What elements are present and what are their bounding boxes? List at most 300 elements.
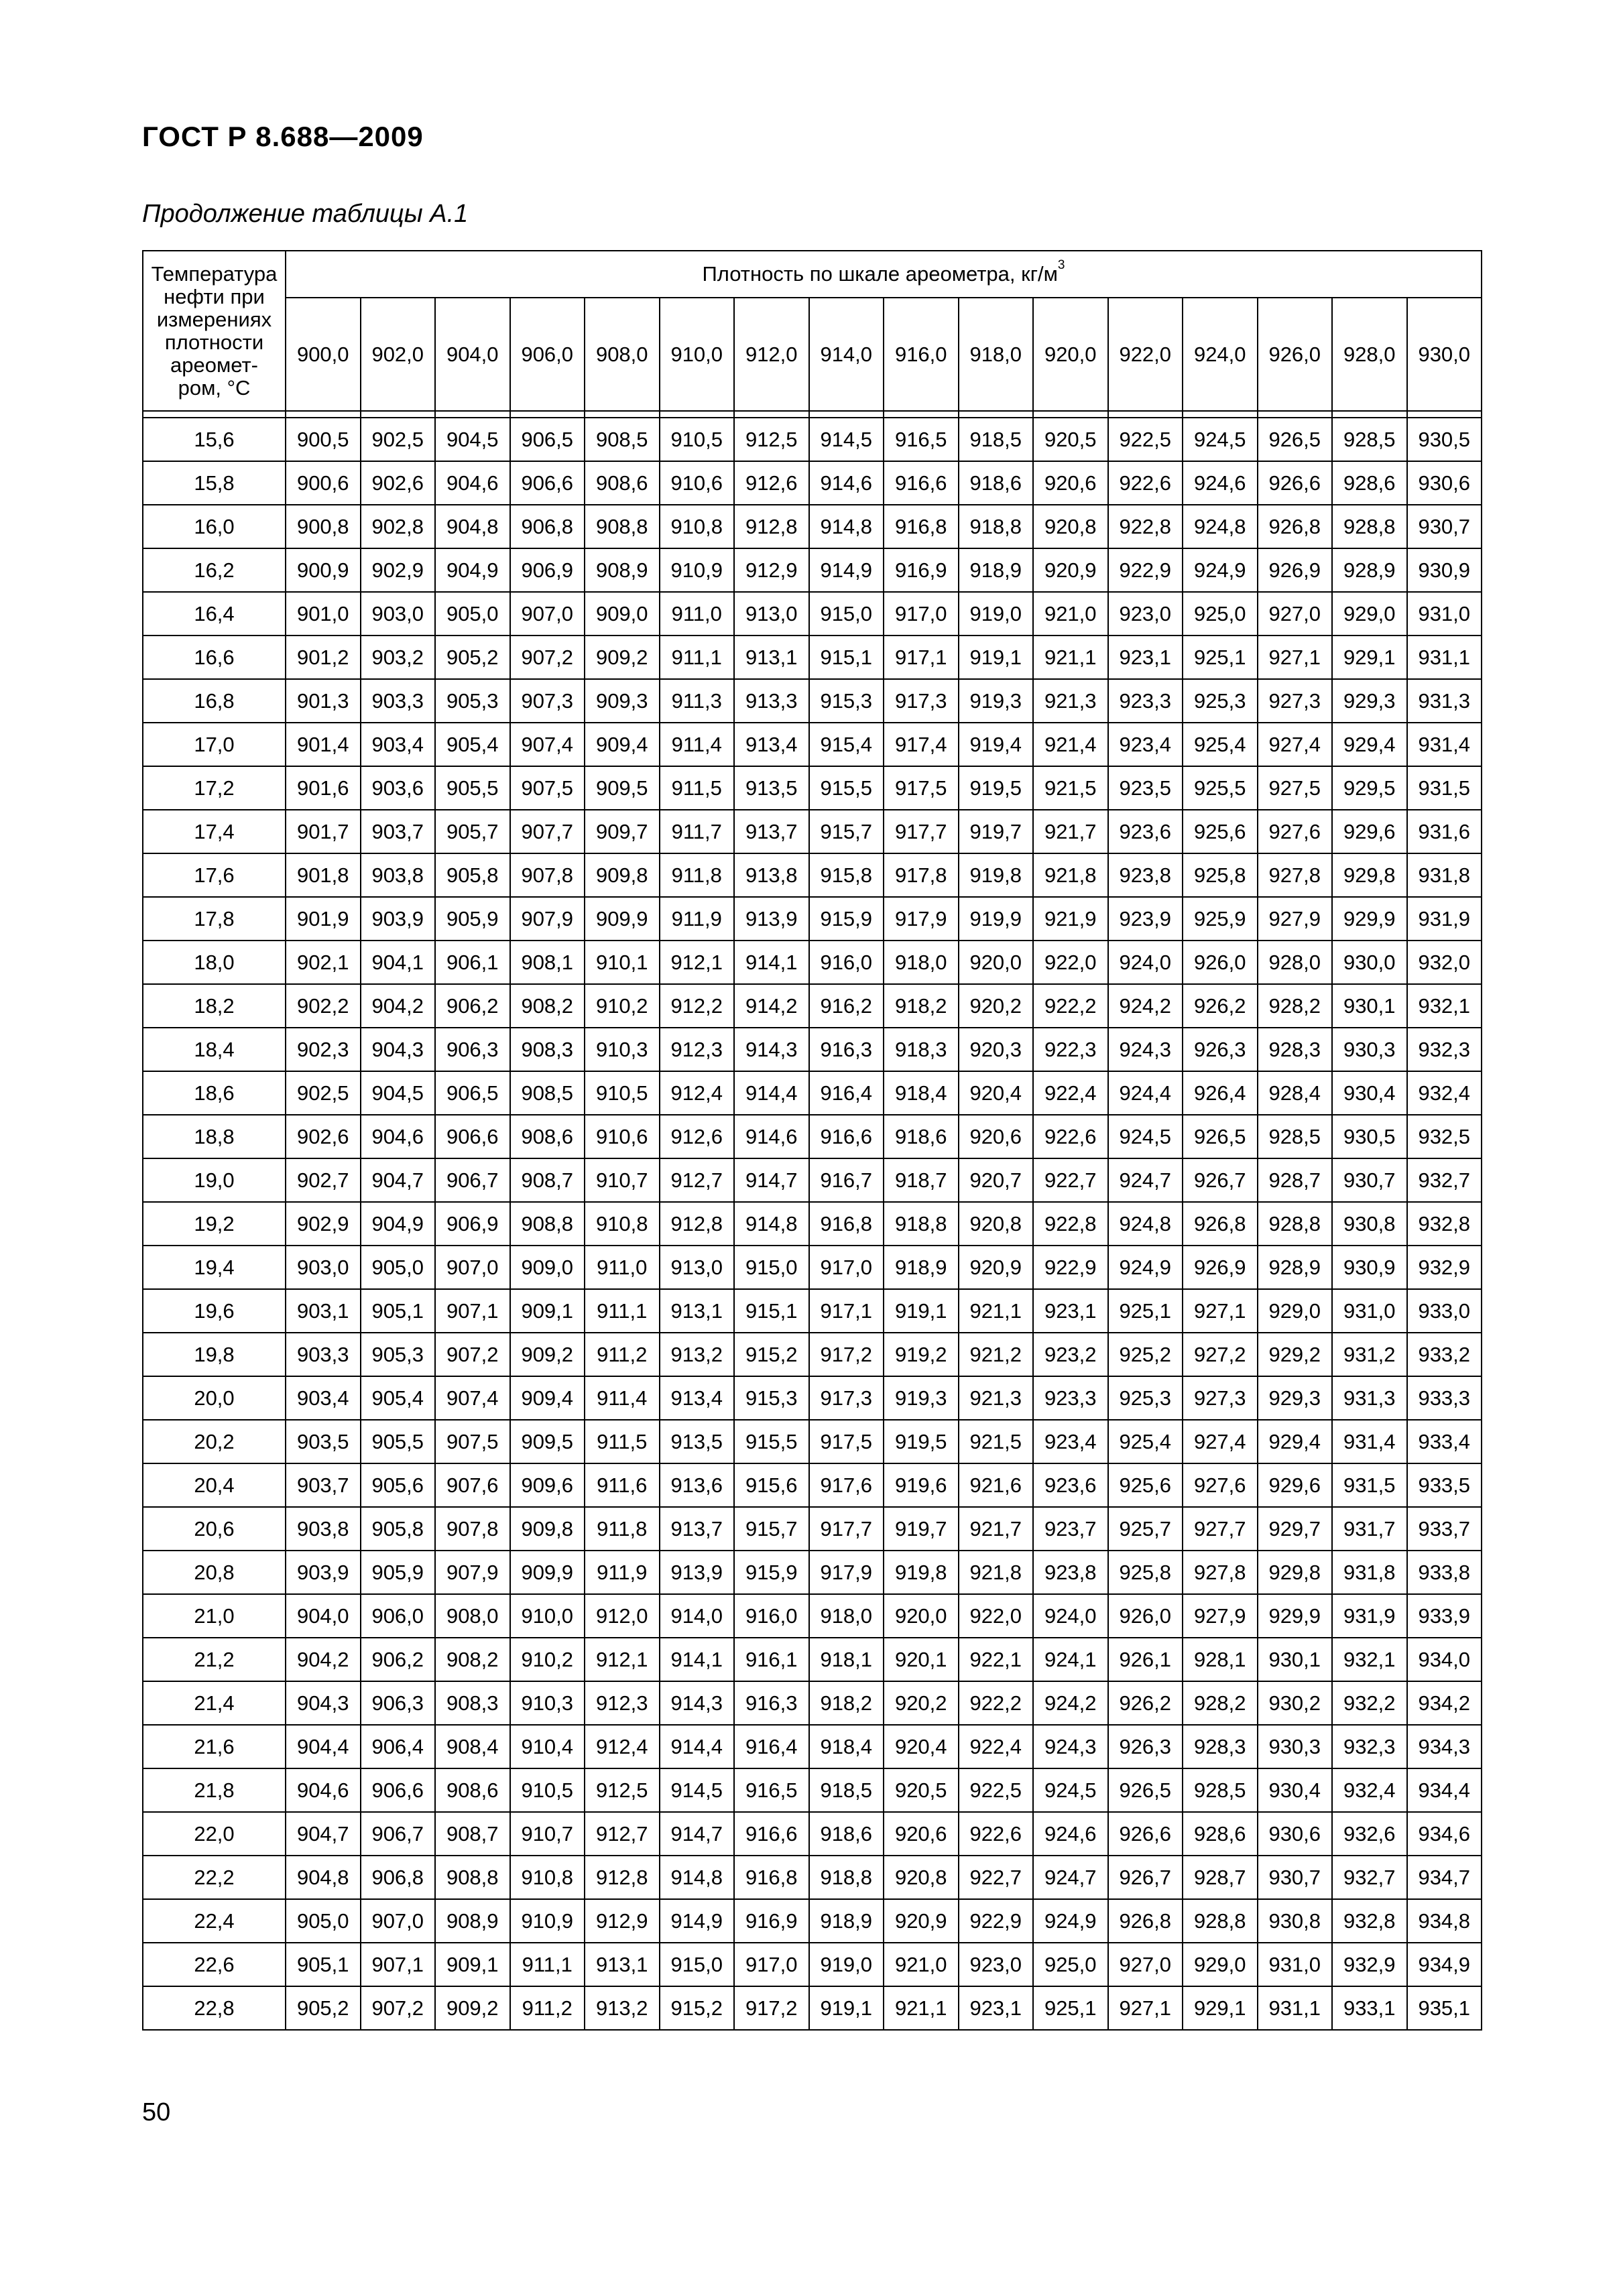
- separator-cell: [143, 411, 286, 418]
- density-cell: 903,4: [361, 723, 436, 766]
- density-cell: 921,0: [1033, 592, 1108, 636]
- temperature-header-line: нефти при: [164, 284, 265, 308]
- density-cell: 904,3: [286, 1681, 361, 1725]
- density-cell: 910,7: [510, 1812, 585, 1856]
- density-cell: 913,0: [660, 1246, 735, 1289]
- density-cell: 924,4: [1108, 1071, 1183, 1115]
- density-cell: 923,6: [1033, 1463, 1108, 1507]
- column-header: 906,0: [510, 298, 585, 411]
- density-cell: 928,3: [1183, 1725, 1258, 1768]
- density-cell: 910,9: [660, 548, 735, 592]
- density-cell: 931,9: [1332, 1594, 1407, 1638]
- density-cell: 931,6: [1407, 810, 1482, 853]
- density-cell: 931,4: [1407, 723, 1482, 766]
- density-cell: 904,0: [286, 1594, 361, 1638]
- density-cell: 923,2: [1033, 1333, 1108, 1376]
- density-cell: 906,7: [435, 1158, 510, 1202]
- density-cell: 918,9: [884, 1246, 959, 1289]
- table-row: [143, 1812, 1482, 1856]
- density-cell: 933,1: [1332, 1986, 1407, 2030]
- density-cell: 921,9: [1033, 897, 1108, 941]
- separator-cell: [1033, 411, 1108, 418]
- density-cell: 909,9: [585, 897, 660, 941]
- table-row: [143, 461, 1482, 505]
- temperature-cell: 21,2: [143, 1638, 286, 1681]
- density-cell: 918,8: [959, 505, 1034, 548]
- density-cell: 929,8: [1258, 1551, 1333, 1594]
- separator-cell: [361, 411, 436, 418]
- density-cell: 923,1: [1108, 636, 1183, 679]
- density-cell: 906,2: [361, 1638, 436, 1681]
- density-cell: 929,4: [1258, 1420, 1333, 1463]
- density-cell: 929,3: [1332, 679, 1407, 723]
- density-cell: 927,0: [1108, 1943, 1183, 1986]
- temperature-header-line: измерениях: [156, 307, 272, 331]
- density-cell: 923,5: [1108, 766, 1183, 810]
- density-cell: 926,8: [1108, 1899, 1183, 1943]
- density-cell: 924,5: [1033, 1768, 1108, 1812]
- density-cell: 910,6: [585, 1115, 660, 1158]
- density-cell: 921,3: [959, 1376, 1034, 1420]
- temperature-cell: 18,6: [143, 1071, 286, 1115]
- density-cell: 910,5: [660, 418, 735, 461]
- density-cell: 912,5: [585, 1768, 660, 1812]
- density-cell: 907,7: [510, 810, 585, 853]
- density-cell: 910,8: [660, 505, 735, 548]
- density-cell: 907,8: [510, 853, 585, 897]
- temperature-cell: 17,4: [143, 810, 286, 853]
- density-cell: 926,5: [1108, 1768, 1183, 1812]
- density-cell: 910,2: [510, 1638, 585, 1681]
- separator-cell: [1332, 411, 1407, 418]
- density-cell: 913,4: [660, 1376, 735, 1420]
- density-cell: 934,6: [1407, 1812, 1482, 1856]
- density-cell: 921,5: [1033, 766, 1108, 810]
- density-cell: 924,1: [1033, 1638, 1108, 1681]
- density-cell: 916,2: [809, 984, 884, 1028]
- density-cell: 923,3: [1033, 1376, 1108, 1420]
- density-cell: 925,4: [1108, 1420, 1183, 1463]
- density-cell: 904,8: [286, 1856, 361, 1899]
- density-cell: 902,5: [286, 1071, 361, 1115]
- density-cell: 926,8: [1258, 505, 1333, 548]
- density-cell: 920,0: [959, 941, 1034, 984]
- density-cell: 919,0: [959, 592, 1034, 636]
- density-cell: 926,7: [1183, 1158, 1258, 1202]
- density-cell: 923,4: [1108, 723, 1183, 766]
- density-cell: 923,8: [1108, 853, 1183, 897]
- density-cell: 922,9: [1033, 1246, 1108, 1289]
- density-cell: 923,3: [1108, 679, 1183, 723]
- temperature-cell: 20,8: [143, 1551, 286, 1594]
- density-cell: 910,1: [585, 941, 660, 984]
- density-cell: 906,3: [435, 1028, 510, 1071]
- density-cell: 911,8: [660, 853, 735, 897]
- density-cell: 912,9: [585, 1899, 660, 1943]
- separator-cell: [510, 411, 585, 418]
- density-cell: 915,0: [809, 592, 884, 636]
- temperature-cell: 18,0: [143, 941, 286, 984]
- density-cell: 907,3: [510, 679, 585, 723]
- density-cell: 901,6: [286, 766, 361, 810]
- density-cell: 926,9: [1183, 1246, 1258, 1289]
- density-cell: 922,8: [1108, 505, 1183, 548]
- density-cell: 911,1: [660, 636, 735, 679]
- density-cell: 917,3: [884, 679, 959, 723]
- density-cell: 924,7: [1108, 1158, 1183, 1202]
- temperature-header-line: ром, °C: [178, 375, 251, 400]
- column-header: 926,0: [1258, 298, 1333, 411]
- table-row: [143, 941, 1482, 984]
- density-cell: 919,8: [959, 853, 1034, 897]
- column-header: 902,0: [361, 298, 436, 411]
- table-row: [143, 1507, 1482, 1551]
- density-cell: 905,0: [361, 1246, 436, 1289]
- density-cell: 908,3: [435, 1681, 510, 1725]
- density-cell: 905,8: [435, 853, 510, 897]
- density-cell: 909,0: [585, 592, 660, 636]
- density-cell: 934,0: [1407, 1638, 1482, 1681]
- density-cell: 908,2: [435, 1638, 510, 1681]
- density-cell: 913,7: [660, 1507, 735, 1551]
- density-cell: 916,6: [809, 1115, 884, 1158]
- density-cell: 908,3: [510, 1028, 585, 1071]
- temperature-cell: 22,8: [143, 1986, 286, 2030]
- density-cell: 926,3: [1108, 1725, 1183, 1768]
- column-header: 908,0: [585, 298, 660, 411]
- density-cell: 913,1: [660, 1289, 735, 1333]
- density-cell: 931,0: [1258, 1943, 1333, 1986]
- density-cell: 911,5: [585, 1420, 660, 1463]
- density-cell: 922,4: [959, 1725, 1034, 1768]
- separator-cell: [734, 411, 809, 418]
- density-cell: 920,8: [884, 1856, 959, 1899]
- density-cell: 912,8: [660, 1202, 735, 1246]
- density-cell: 913,9: [734, 897, 809, 941]
- density-cell: 920,4: [884, 1725, 959, 1768]
- density-cell: 916,9: [884, 548, 959, 592]
- density-cell: 902,6: [286, 1115, 361, 1158]
- density-cell: 913,5: [734, 766, 809, 810]
- density-cell: 907,4: [435, 1376, 510, 1420]
- table-row: [143, 1725, 1482, 1768]
- density-cell: 915,6: [734, 1463, 809, 1507]
- density-cell: 905,9: [435, 897, 510, 941]
- density-cell: 910,4: [510, 1725, 585, 1768]
- density-cell: 906,7: [361, 1812, 436, 1856]
- density-cell: 904,6: [286, 1768, 361, 1812]
- table-row: [143, 1158, 1482, 1202]
- density-cell: 901,8: [286, 853, 361, 897]
- column-header: 930,0: [1407, 298, 1482, 411]
- density-cell: 900,9: [286, 548, 361, 592]
- density-cell: 921,8: [1033, 853, 1108, 897]
- density-cell: 933,2: [1407, 1333, 1482, 1376]
- density-cell: 920,4: [959, 1071, 1034, 1115]
- density-cell: 915,5: [809, 766, 884, 810]
- density-cell: 917,5: [809, 1420, 884, 1463]
- density-cell: 911,1: [585, 1289, 660, 1333]
- density-cell: 914,4: [734, 1071, 809, 1115]
- density-cell: 920,1: [884, 1638, 959, 1681]
- density-cell: 919,7: [884, 1507, 959, 1551]
- density-cell: 932,9: [1407, 1246, 1482, 1289]
- density-cell: 930,6: [1258, 1812, 1333, 1856]
- density-cell: 915,1: [734, 1289, 809, 1333]
- density-cell: 924,6: [1033, 1812, 1108, 1856]
- temperature-cell: 22,4: [143, 1899, 286, 1943]
- density-cell: 925,6: [1183, 810, 1258, 853]
- density-cell: 902,9: [361, 548, 436, 592]
- column-header-row: [143, 298, 1482, 411]
- temperature-cell: 20,2: [143, 1420, 286, 1463]
- column-header: 900,0: [286, 298, 361, 411]
- density-cell: 929,1: [1183, 1986, 1258, 2030]
- density-cell: 914,8: [660, 1856, 735, 1899]
- density-cell: 904,9: [361, 1202, 436, 1246]
- density-cell: 930,4: [1258, 1768, 1333, 1812]
- density-cell: 933,7: [1407, 1507, 1482, 1551]
- density-cell: 912,8: [734, 505, 809, 548]
- density-cell: 933,5: [1407, 1463, 1482, 1507]
- density-cell: 907,9: [435, 1551, 510, 1594]
- density-cell: 914,0: [660, 1594, 735, 1638]
- density-cell: 924,0: [1033, 1594, 1108, 1638]
- density-cell: 918,4: [809, 1725, 884, 1768]
- density-cell: 911,3: [660, 679, 735, 723]
- density-cell: 911,9: [585, 1551, 660, 1594]
- temperature-cell: 19,2: [143, 1202, 286, 1246]
- density-cell: 905,4: [435, 723, 510, 766]
- density-cell: 904,5: [361, 1071, 436, 1115]
- density-cell: 933,0: [1407, 1289, 1482, 1333]
- density-cell: 930,9: [1332, 1246, 1407, 1289]
- density-cell: 903,9: [361, 897, 436, 941]
- temperature-cell: 17,8: [143, 897, 286, 941]
- density-cell: 914,3: [734, 1028, 809, 1071]
- density-cell: 908,7: [435, 1812, 510, 1856]
- density-cell: 904,7: [361, 1158, 436, 1202]
- density-cell: 920,5: [1033, 418, 1108, 461]
- temperature-cell: 16,2: [143, 548, 286, 592]
- density-cell: 909,5: [585, 766, 660, 810]
- density-cell: 928,7: [1183, 1856, 1258, 1899]
- density-cell: 914,6: [734, 1115, 809, 1158]
- density-cell: 908,5: [510, 1071, 585, 1115]
- density-cell: 928,5: [1332, 418, 1407, 461]
- density-cell: 907,5: [510, 766, 585, 810]
- density-cell: 920,5: [884, 1768, 959, 1812]
- density-cell: 910,7: [585, 1158, 660, 1202]
- column-header: 924,0: [1183, 298, 1258, 411]
- density-cell: 906,2: [435, 984, 510, 1028]
- density-cell: 931,3: [1332, 1376, 1407, 1420]
- density-cell: 908,6: [585, 461, 660, 505]
- temperature-cell: 22,6: [143, 1943, 286, 1986]
- density-cell: 925,1: [1108, 1289, 1183, 1333]
- density-cell: 905,1: [286, 1943, 361, 1986]
- density-cell: 926,0: [1183, 941, 1258, 984]
- density-cell: 916,8: [734, 1856, 809, 1899]
- density-cell: 900,6: [286, 461, 361, 505]
- density-cell: 904,8: [435, 505, 510, 548]
- density-cell: 901,0: [286, 592, 361, 636]
- density-cell: 916,1: [734, 1638, 809, 1681]
- temperature-cell: 20,6: [143, 1507, 286, 1551]
- separator-cell: [959, 411, 1034, 418]
- density-cell: 910,2: [585, 984, 660, 1028]
- density-cell: 919,8: [884, 1551, 959, 1594]
- temperature-cell: 21,0: [143, 1594, 286, 1638]
- density-cell: 928,2: [1258, 984, 1333, 1028]
- density-cell: 931,8: [1407, 853, 1482, 897]
- density-cell: 917,1: [884, 636, 959, 679]
- density-cell: 931,5: [1407, 766, 1482, 810]
- temperature-cell: 18,8: [143, 1115, 286, 1158]
- density-cell: 926,2: [1108, 1681, 1183, 1725]
- density-cell: 907,4: [510, 723, 585, 766]
- density-cell: 916,6: [734, 1812, 809, 1856]
- density-cell: 901,2: [286, 636, 361, 679]
- density-cell: 914,8: [809, 505, 884, 548]
- density-cell: 905,6: [361, 1463, 436, 1507]
- density-cell: 915,2: [734, 1333, 809, 1376]
- density-cell: 932,8: [1332, 1899, 1407, 1943]
- density-cell: 917,4: [884, 723, 959, 766]
- density-cell: 918,4: [884, 1071, 959, 1115]
- separator-cell: [286, 411, 361, 418]
- density-cell: 922,5: [959, 1768, 1034, 1812]
- density-cell: 909,4: [510, 1376, 585, 1420]
- density-cell: 914,9: [809, 548, 884, 592]
- density-cell: 900,8: [286, 505, 361, 548]
- density-cell: 929,0: [1332, 592, 1407, 636]
- density-cell: 925,0: [1183, 592, 1258, 636]
- density-cell: 905,0: [286, 1899, 361, 1943]
- density-cell: 904,1: [361, 941, 436, 984]
- density-cell: 930,8: [1332, 1202, 1407, 1246]
- density-cell: 909,1: [435, 1943, 510, 1986]
- density-cell: 923,8: [1033, 1551, 1108, 1594]
- density-cell: 924,0: [1108, 941, 1183, 984]
- density-cell: 913,1: [585, 1943, 660, 1986]
- document-code: ГОСТ Р 8.688—2009: [142, 121, 424, 152]
- density-cell: 913,2: [585, 1986, 660, 2030]
- density-cell: 922,1: [959, 1638, 1034, 1681]
- density-cell: 927,1: [1108, 1986, 1183, 2030]
- density-cell: 932,1: [1407, 984, 1482, 1028]
- density-cell: 924,8: [1108, 1202, 1183, 1246]
- density-cell: 931,8: [1332, 1551, 1407, 1594]
- density-cell: 934,4: [1407, 1768, 1482, 1812]
- density-cell: 916,3: [809, 1028, 884, 1071]
- density-cell: 918,2: [809, 1681, 884, 1725]
- temperature-header: [143, 251, 286, 411]
- temperature-cell: 20,4: [143, 1463, 286, 1507]
- density-cell: 905,5: [435, 766, 510, 810]
- density-cell: 920,8: [959, 1202, 1034, 1246]
- density-cell: 908,9: [435, 1899, 510, 1943]
- density-cell: 921,5: [959, 1420, 1034, 1463]
- density-cell: 928,0: [1258, 941, 1333, 984]
- density-group-header: [286, 251, 1482, 298]
- density-cell: 920,2: [884, 1681, 959, 1725]
- table-row: [143, 1420, 1482, 1463]
- table-row: [143, 1202, 1482, 1246]
- density-cell: 914,5: [660, 1768, 735, 1812]
- density-cell: 920,6: [1033, 461, 1108, 505]
- density-cell: 920,9: [959, 1246, 1034, 1289]
- density-cell: 921,2: [959, 1333, 1034, 1376]
- density-cell: 908,6: [510, 1115, 585, 1158]
- density-cell: 906,5: [435, 1071, 510, 1115]
- density-cell: 906,0: [361, 1594, 436, 1638]
- density-cell: 908,1: [510, 941, 585, 984]
- density-cell: 903,4: [286, 1376, 361, 1420]
- density-cell: 931,1: [1407, 636, 1482, 679]
- density-cell: 920,6: [959, 1115, 1034, 1158]
- density-cell: 911,7: [660, 810, 735, 853]
- density-cell: 927,0: [1258, 592, 1333, 636]
- density-cell: 923,6: [1108, 810, 1183, 853]
- density-cell: 902,9: [286, 1202, 361, 1246]
- temperature-cell: 19,6: [143, 1289, 286, 1333]
- density-cell: 926,5: [1183, 1115, 1258, 1158]
- density-cell: 928,5: [1183, 1768, 1258, 1812]
- temperature-cell: 16,8: [143, 679, 286, 723]
- density-cell: 905,7: [435, 810, 510, 853]
- density-cell: 905,3: [361, 1333, 436, 1376]
- density-cell: 919,4: [959, 723, 1034, 766]
- density-cell: 919,7: [959, 810, 1034, 853]
- density-cell: 927,8: [1258, 853, 1333, 897]
- temperature-cell: 16,0: [143, 505, 286, 548]
- table-row: [143, 548, 1482, 592]
- density-cell: 903,7: [361, 810, 436, 853]
- density-cell: 912,6: [660, 1115, 735, 1158]
- density-cell: 931,1: [1258, 1986, 1333, 2030]
- density-cell: 912,3: [585, 1681, 660, 1725]
- table-row: [143, 1376, 1482, 1420]
- density-cell: 919,0: [809, 1943, 884, 1986]
- density-cell: 931,0: [1407, 592, 1482, 636]
- unit-superscript: 3: [1057, 258, 1065, 272]
- density-cell: 915,4: [809, 723, 884, 766]
- density-cell: 928,9: [1332, 548, 1407, 592]
- density-cell: 918,1: [809, 1638, 884, 1681]
- density-cell: 915,3: [809, 679, 884, 723]
- density-cell: 904,6: [361, 1115, 436, 1158]
- density-cell: 910,3: [585, 1028, 660, 1071]
- density-cell: 911,1: [510, 1943, 585, 1986]
- density-cell: 929,9: [1258, 1594, 1333, 1638]
- density-cell: 916,5: [734, 1768, 809, 1812]
- density-cell: 933,3: [1407, 1376, 1482, 1420]
- density-cell: 917,0: [884, 592, 959, 636]
- density-cell: 926,7: [1108, 1856, 1183, 1899]
- density-cell: 902,2: [286, 984, 361, 1028]
- density-cell: 917,5: [884, 766, 959, 810]
- temperature-cell: 19,0: [143, 1158, 286, 1202]
- density-cell: 912,8: [585, 1856, 660, 1899]
- density-cell: 907,0: [510, 592, 585, 636]
- density-cell: 925,4: [1183, 723, 1258, 766]
- density-cell: 923,0: [1108, 592, 1183, 636]
- density-cell: 907,9: [510, 897, 585, 941]
- density-cell: 922,6: [959, 1812, 1034, 1856]
- density-cell: 918,5: [959, 418, 1034, 461]
- density-cell: 903,3: [286, 1333, 361, 1376]
